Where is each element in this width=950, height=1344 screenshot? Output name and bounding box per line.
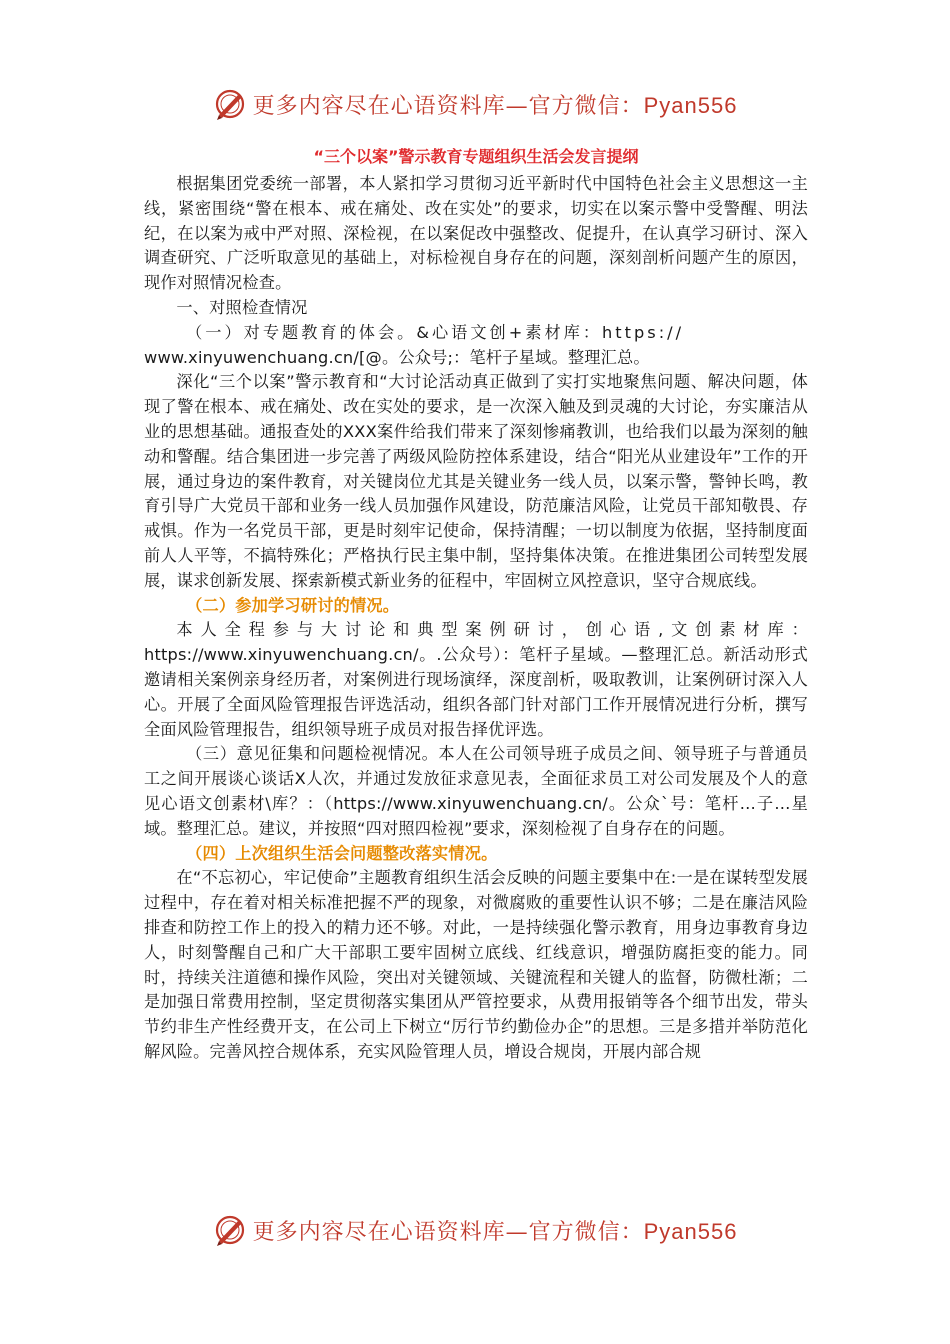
document-body	[144, 146, 808, 1065]
header-wechat-id: Pyan556	[643, 92, 738, 118]
paragraph-opinions: （三）意见征集和问题检视情况。本人在公司领导班子成员之间、领导班子与普通员工之间开展谈心谈话X人次，并通过发放征求意见表，全面征求员工对公司发展及个人的意见心语文创素材\库？：（https://www.xinyuwenchuang.cn/。公众`号：笔杆…子…星域。整理汇总。建议，并按照“四对照四检视”要求，深刻检视了自身存在的问题。	[144, 744, 808, 838]
subsection-1-line-2: www.xinyuwenchuang.cn/[@。公众号;：笔杆子星域。整理汇总。	[144, 347, 650, 367]
paragraph-study: 本人全程参与大讨论和典型案例研讨，创心语,文创素材库：https://www.xinyuwenchuang.cn/。.公众号）：笔杆子星域。—整理汇总。新活动形式邀请相关案例亲身经历者，对案例进行现场演绎，深度剖析，吸取教训，让案例研讨深入人心。开展了全面风险管理报告评选活动，组织各部门针对部门工作开展情况进行分析，撰写全面风险管理报告，组织领导班子成员对报告择优评选。	[144, 620, 808, 739]
footer-wechat-id: Pyan556	[643, 1218, 738, 1244]
subsection-4-heading: （四）上次组织生活会问题整改落实情况。	[186, 843, 498, 863]
section-heading-1: 一、对照检查情况	[176, 297, 308, 317]
header-banner-text: 更多内容尽在心语资料库—官方微信：Pyan556	[252, 92, 738, 119]
paragraph-intro: 根据集团党委统一部署，本人紧扣学习贯彻习近平新时代中国特色社会主义思想这一主线，紧密围绕“警在根本、戒在痛处、改在实处”的要求，切实在以案示警中受警醒、明法纪，在以案为戒中严对照、深检视，在以案促改中强整改、促提升，在认真学习研讨、深入调查研究、广泛听取意见的基础上，对标检视自身存在的问题，深刻剖析问题产生的原因，现作对照情况检查。	[144, 174, 808, 293]
pen-logo-icon	[213, 87, 247, 121]
pen-logo-icon	[213, 1213, 247, 1247]
document-title: “三个以案”警示教育专题组织生活会发言提纲	[313, 147, 639, 166]
subsection-1-line-1: （一）对专题教育的体会。&心语文创+素材库：https://	[186, 322, 685, 342]
paragraph-experience: 深化“三个以案”警示教育和“大讨论活动真正做到了实打实地聚焦问题、解决问题，体现了警在根本、戒在痛处、改在实处的要求，是一次深入触及到灵魂的大讨论，夯实廉洁从业的思想基础。通报查处的XXX案件给我们带来了深刻惨痛教训，也给我们以最为深刻的触动和警醒。结合集团进一步完善了两级风险防控体系建设，结合“阳光从业建设年”工作的开展，通过身边的案件教育，对关键岗位尤其是关键业务一线人员，以案示警，警钟长鸣，教育引导广大党员干部和业务一线人员加强作风建设，防范廉洁风险，让党员干部知敬畏、存戒惧。作为一名党员干部，更是时刻牢记使命，保持清醒；一切以制度为依据，坚持制度面前人人平等，不搞特殊化；严格执行民主集中制，坚持集体决策。在推进集团公司转型发展展，谋求创新发展、探索新模式新业务的征程中，牢固树立风控意识，坚守合规底线。	[144, 372, 808, 590]
header-banner	[0, 84, 950, 124]
subsection-2-heading: （二）参加学习研讨的情况。	[186, 595, 400, 615]
footer-banner-text: 更多内容尽在心语资料库—官方微信：Pyan556	[252, 1218, 738, 1245]
paragraph-rectification: 在“不忘初心，牢记使命”主题教育组织生活会反映的问题主要集中在:一是在谋转型发展过程中，存在着对相关标准把握不严的现象，对微腐败的重要性认识不够；二是在廉洁风险排查和防控工作上的投入的精力还不够。对此，一是持续强化警示教育，用身边事教育身边人，时刻警醒自己和广大干部职工要牢固树立底线、红线意识，增强防腐拒变的能力。同时，持续关注道德和操作风险，突出对关键领域、关键流程和关键人的监督，防微杜渐；二是加强日常费用控制，坚定贯彻落实集团从严管控要求，从费用报销等各个细节出发，带头节约非生产性经费开支，在公司上下树立“厉行节约勤俭办企”的思想。三是多措并举防范化解风险。完善风控合规体系，充实风险管理人员，增设合规岗，开展内部合规	[144, 868, 808, 1061]
footer-banner	[0, 1210, 950, 1250]
